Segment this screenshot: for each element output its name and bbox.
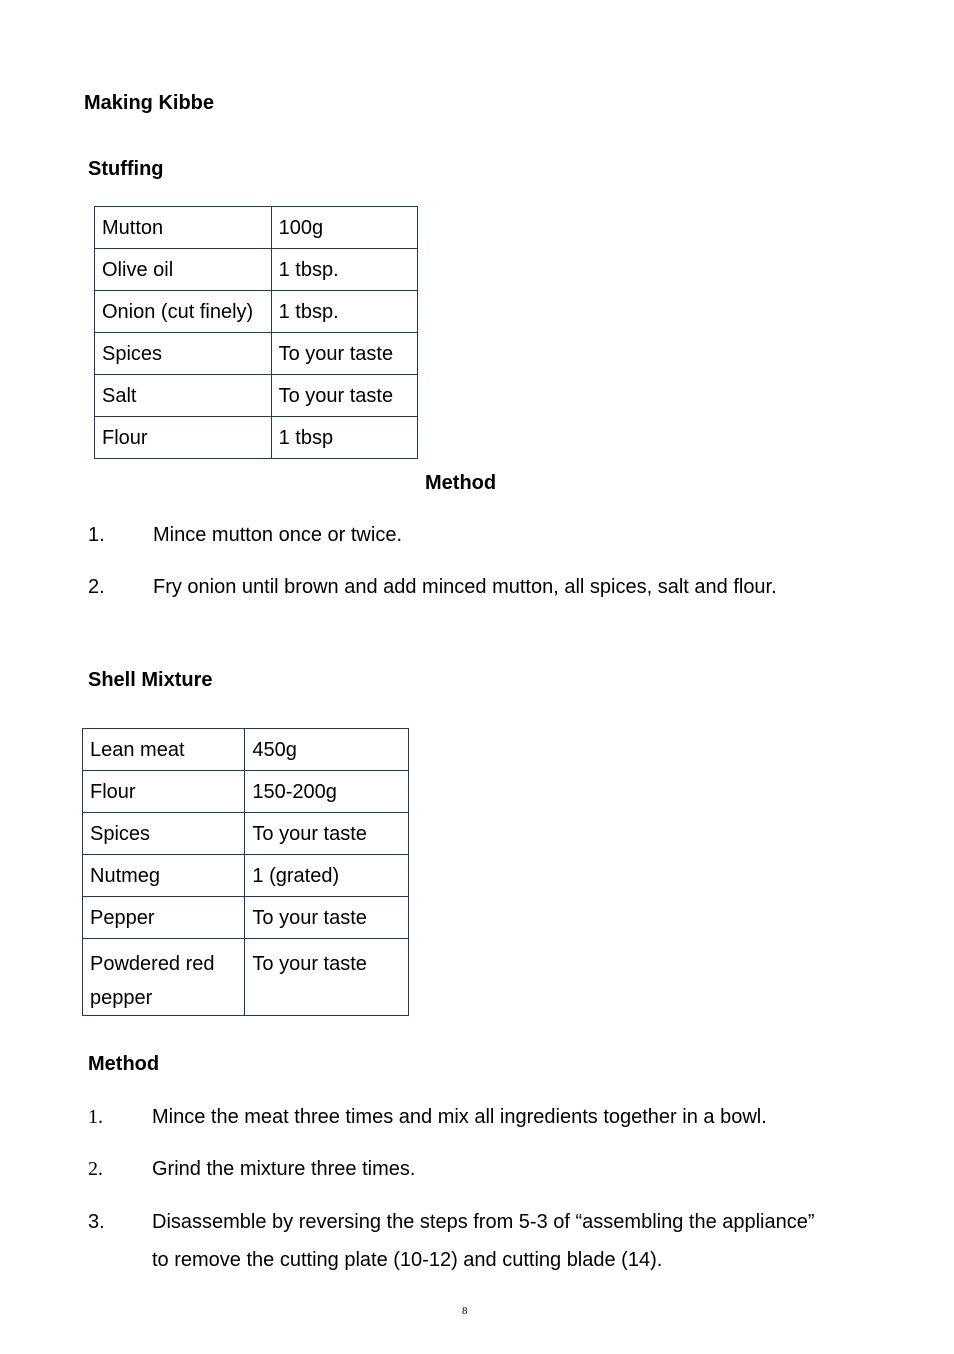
quantity-cell: 1 (grated) xyxy=(245,855,409,897)
table-row xyxy=(95,249,418,291)
step-number: 1. xyxy=(88,1106,103,1128)
table-row xyxy=(83,771,409,813)
quantity-cell: 100g xyxy=(271,207,417,249)
table-row xyxy=(95,417,418,459)
ingredient-cell: Nutmeg xyxy=(83,855,245,897)
shell-method-heading: Method xyxy=(88,1053,160,1075)
step-number: 2. xyxy=(88,1158,103,1180)
ingredient-cell: Onion (cut finely) xyxy=(95,291,272,333)
step-text: Mince the meat three times and mix all ingredients together in a bowl. xyxy=(152,1106,767,1128)
ingredient-cell: Flour xyxy=(83,771,245,813)
quantity-cell: To your taste xyxy=(245,813,409,855)
ingredient-cell: Mutton xyxy=(95,207,272,249)
table-row xyxy=(83,939,409,1016)
stuffing-method-heading: Method xyxy=(425,472,497,494)
page-number: 8 xyxy=(462,1305,468,1317)
table-row xyxy=(95,207,418,249)
step-text: Grind the mixture three times. xyxy=(152,1158,416,1180)
quantity-cell: 1 tbsp. xyxy=(271,291,417,333)
table-row xyxy=(83,813,409,855)
ingredient-cell: Flour xyxy=(95,417,272,459)
table-row xyxy=(95,333,418,375)
quantity-cell: 450g xyxy=(245,729,409,771)
step-number: 3. xyxy=(88,1211,105,1233)
stuffing-heading: Stuffing xyxy=(88,158,164,180)
quantity-cell: 150-200g xyxy=(245,771,409,813)
step-text: Mince mutton once or twice. xyxy=(153,524,402,546)
table-row xyxy=(83,729,409,771)
quantity-cell: To your taste xyxy=(245,939,409,1016)
quantity-cell: 1 tbsp. xyxy=(271,249,417,291)
table-row xyxy=(95,375,418,417)
quantity-cell: To your taste xyxy=(271,375,417,417)
quantity-cell: To your taste xyxy=(245,897,409,939)
page-title: Making Kibbe xyxy=(84,92,215,114)
ingredient-cell: Lean meat xyxy=(83,729,245,771)
ingredient-cell: Powdered red pepper xyxy=(83,939,245,1016)
step-text-continuation: to remove the cutting plate (10-12) and cutting blade (14). xyxy=(152,1249,663,1271)
step-number: 2. xyxy=(88,576,105,598)
quantity-cell: To your taste xyxy=(271,333,417,375)
quantity-cell: 1 tbsp xyxy=(271,417,417,459)
step-text: Fry onion until brown and add minced mutton, all spices, salt and flour. xyxy=(153,576,777,598)
ingredient-cell: Spices xyxy=(83,813,245,855)
step-number: 1. xyxy=(88,524,105,546)
table-row xyxy=(95,291,418,333)
ingredient-cell: Pepper xyxy=(83,897,245,939)
ingredient-cell: Spices xyxy=(95,333,272,375)
ingredient-cell: Salt xyxy=(95,375,272,417)
stuffing-table xyxy=(94,206,418,459)
ingredient-cell: Olive oil xyxy=(95,249,272,291)
step-text: Disassemble by reversing the steps from 5-3 of “assembling the appliance” xyxy=(152,1211,815,1233)
shell-heading: Shell Mixture xyxy=(88,669,213,691)
shell-table xyxy=(82,728,409,1016)
table-row xyxy=(83,897,409,939)
table-row xyxy=(83,855,409,897)
